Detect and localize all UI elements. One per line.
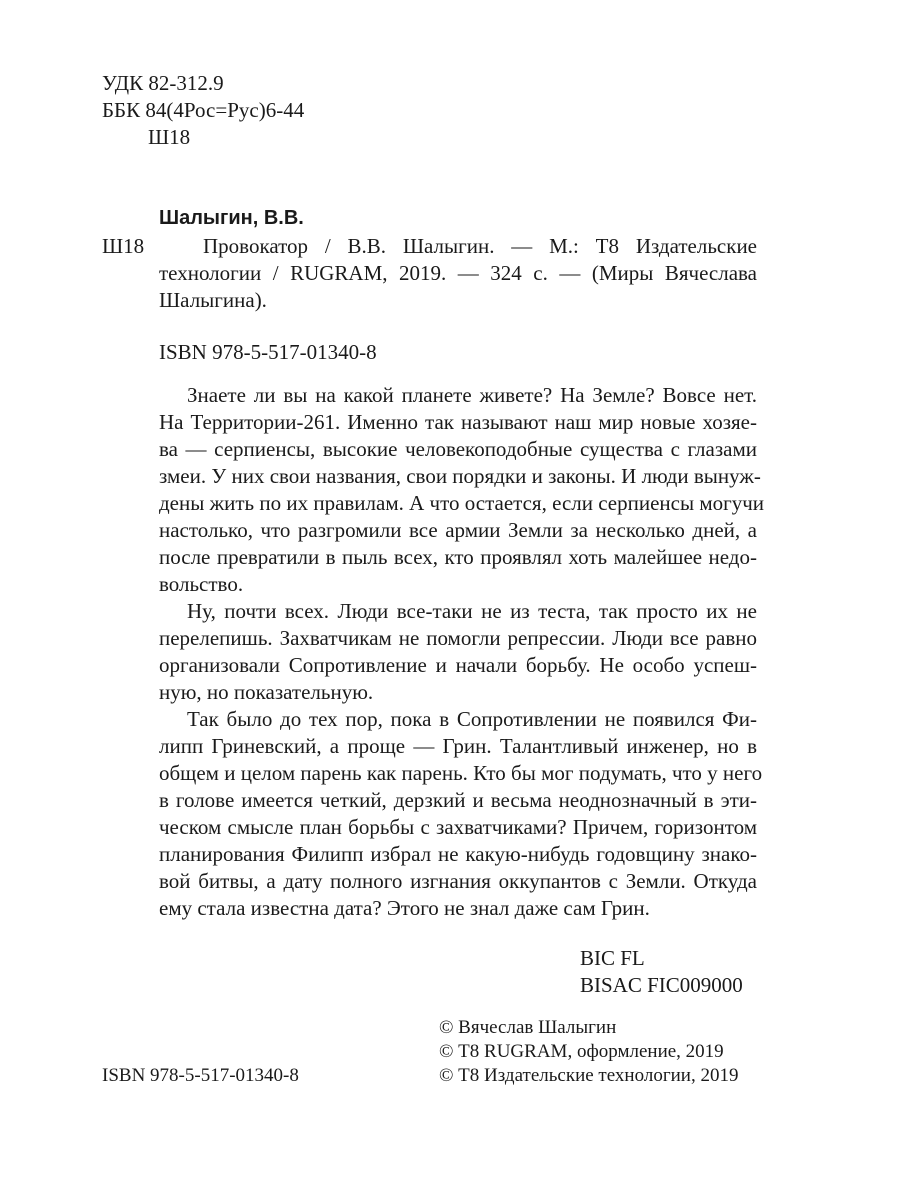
catalog-description-line: Шалыгина). <box>159 288 267 312</box>
copyright-line: © Т8 RUGRAM, оформление, 2019 <box>439 1041 724 1062</box>
bbk-code: ББК 84(4Рос=Рус)6-44 <box>102 98 305 122</box>
catalog-isbn: ISBN 978-5-517-01340-8 <box>159 340 377 364</box>
annotation-line: ему стала известна дата? Этого не знал даже сам Грин. <box>159 896 650 920</box>
catalog-description-line: Провокатор / В.В. Шалыгин. — М.: Т8 Издательские <box>203 234 757 258</box>
bisac-code: BISAC FIC009000 <box>580 973 743 997</box>
catalog-author-mark: Ш18 <box>102 234 145 258</box>
annotation-line: змеи. У них свои названия, свои порядки и законы. И люди вынуж- <box>159 464 761 488</box>
copyright-line: © Вячеслав Шалыгин <box>439 1017 617 1038</box>
annotation-line: общем и целом парень как парень. Кто бы мог подумать, что у него <box>159 761 763 785</box>
catalog-description-line: технологии / RUGRAM, 2019. — 324 с. — (Миры Вячеслава <box>159 261 757 285</box>
annotation-line: в голове имеется четкий, дерзкий и весьма неоднозначный в эти- <box>159 788 757 812</box>
annotation-line: Так было до тех пор, пока в Сопротивлении не появился Фи- <box>187 707 757 731</box>
bic-code: BIC FL <box>580 946 645 970</box>
annotation-line: На Территории-261. Именно так называют наш мир новые хозяе- <box>159 410 757 434</box>
annotation-line: дены жить по их правилам. А что остается, если серпиенсы могучи <box>159 491 765 515</box>
author-heading: Шалыгин, В.В. <box>159 207 304 229</box>
annotation-line: ческом смысле план борьбы с захватчиками? Причем, горизонтом <box>159 815 757 839</box>
annotation-line: ную, но показательную. <box>159 680 374 704</box>
annotation-line: ва — серпиенсы, высокие человекоподобные существа с глазами <box>159 437 757 461</box>
annotation-line: вольство. <box>159 572 244 596</box>
copyright-line: © Т8 Издательские технологии, 2019 <box>439 1065 739 1086</box>
annotation-line: настолько, что разгромили все армии Земли за несколько дней, а <box>159 518 757 542</box>
annotation-line: вой битвы, а дату полного изгнания оккупантов с Земли. Откуда <box>159 869 757 893</box>
annotation-line: липп Гриневский, а проще — Грин. Талантливый инженер, но в <box>159 734 757 758</box>
annotation-line: Ну, почти всех. Люди все-таки не из теста, так просто их не <box>187 599 757 623</box>
author-mark: Ш18 <box>148 125 191 149</box>
annotation-line: Знаете ли вы на какой планете живете? На Земле? Вовсе нет. <box>187 383 757 407</box>
annotation-line: перелепишь. Захватчикам не помогли репрессии. Люди все равно <box>159 626 757 650</box>
annotation-line: после превратили в пыль всех, кто проявлял хоть малейшее недо- <box>159 545 757 569</box>
footer-isbn: ISBN 978-5-517-01340-8 <box>102 1065 299 1086</box>
annotation-line: планирования Филипп избрал не какую-нибудь годовщину знако- <box>159 842 757 866</box>
annotation-line: организовали Сопротивление и начали борьбу. Не особо успеш- <box>159 653 757 677</box>
udk-code: УДК 82-312.9 <box>102 71 224 95</box>
